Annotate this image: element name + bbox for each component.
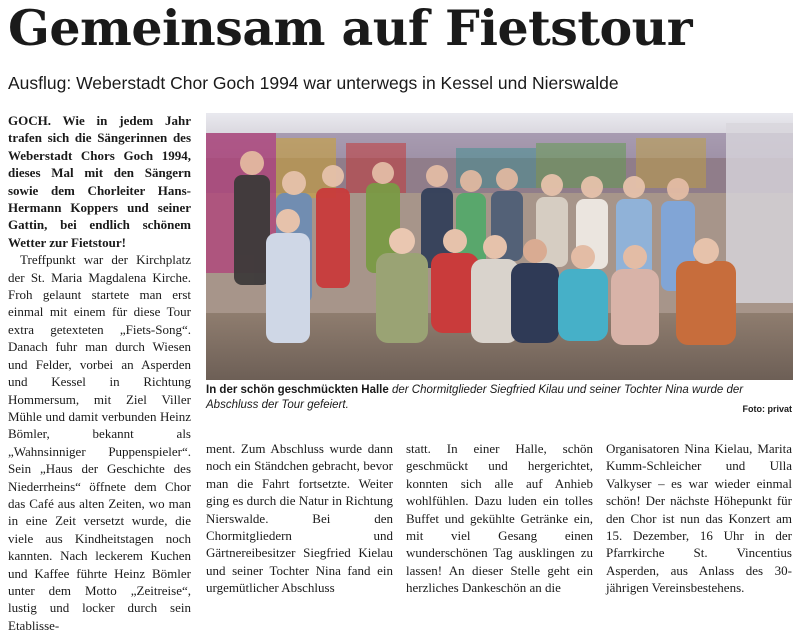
photo-credit: Foto: privat	[742, 404, 792, 414]
article-body-paragraph: Treffpunkt war der Kirchplatz der St. Maria Magdalena Kirche. Froh gelaunt startete man erst einmal mit einem für diese Tour extra getexteten „Fiets-Song“. Danach fuhr man durch Wiesen und Felder, vorbei an Asperden und Kessel in Richtung Hommersum, mit Ziel Viller Mühle und damit verbunden Heinz Bömler, bekannt als „Wahnsinniger Puppenspieler“. Sein „Haus der Geschichte des Niederrheins“ öffnete dem Chor das Café aus alten Zeiten, wo man in eine Zeit versetzt wurde, die viele aus Kindheitstagen noch kannten. Nach leckerem Kuchen und Kaffee führte Heinz Bömler unter dem Motto „Zeitreise“, lustig und locker durch sein Etablisse-	[8, 252, 191, 633]
article-subheadline: Ausflug: Weberstadt Chor Goch 1994 war unterwegs in Kessel und Nierswalde	[8, 73, 619, 93]
photo-caption-lead: In der schön geschmückten Halle	[206, 384, 389, 396]
article-column-2	[206, 440, 393, 597]
article-column-1	[8, 112, 191, 634]
photo-caption	[206, 383, 793, 413]
article-column-3	[406, 440, 593, 597]
article-body-paragraph: Organisatoren Nina Kielau, Marita Kumm-Schleicher und Ulla Valkyser – es war wieder einmal schön! Der nächste Höhepunkt für den Chor ist nun das Konzert am 15. Dezember, 16 Uhr in der Pfarrkirche St. Vincentius Asperden, aus Anlass des 30-jährigen Vereinsbestehens.	[606, 441, 792, 596]
photo-caption-text: der Chormitglieder Siegfried Kilau und seiner Tochter Nina wurde der Abschluss der Tour gefeiert.	[206, 384, 744, 411]
article-lead: GOCH. Wie in jedem Jahr trafen sich die Sängerinnen des Weberstadt Chors Goch 1994, dieses Mal mit den Sängern sowie dem Chorleiter Hans-Hermann Koppers und seiner Gattin, bei endlich schönem Wetter zur Fietstour!	[8, 113, 191, 250]
article-body-paragraph: ment. Zum Abschluss wurde dann noch ein Ständchen gebracht, bevor man die Fahrt fortsetzte. Weiter ging es durch die Natur in Richtung Nierswalde. Bei den Chormitgliedern und Gärtnereibesitzer Siegfried Kielau und seiner Tochter Nina fand ein urgemütlicher Abschluss	[206, 441, 393, 596]
article-body-paragraph: statt. In einer Halle, schön geschmückt und hergerichtet, konnten sich alle auf Anhieb wohlfühlen. Dazu luden ein tolles Buffet und gekühlte Getränke ein, mit viel Gesang einen wunderschönen Tag ausklingen zu lassen! An dieser Stelle geht ein herzliches Dankeschön an die	[406, 441, 593, 596]
article-column-4	[606, 440, 792, 597]
article-headline: Gemeinsam auf Fietstour	[8, 0, 693, 57]
group-photo	[206, 113, 793, 380]
